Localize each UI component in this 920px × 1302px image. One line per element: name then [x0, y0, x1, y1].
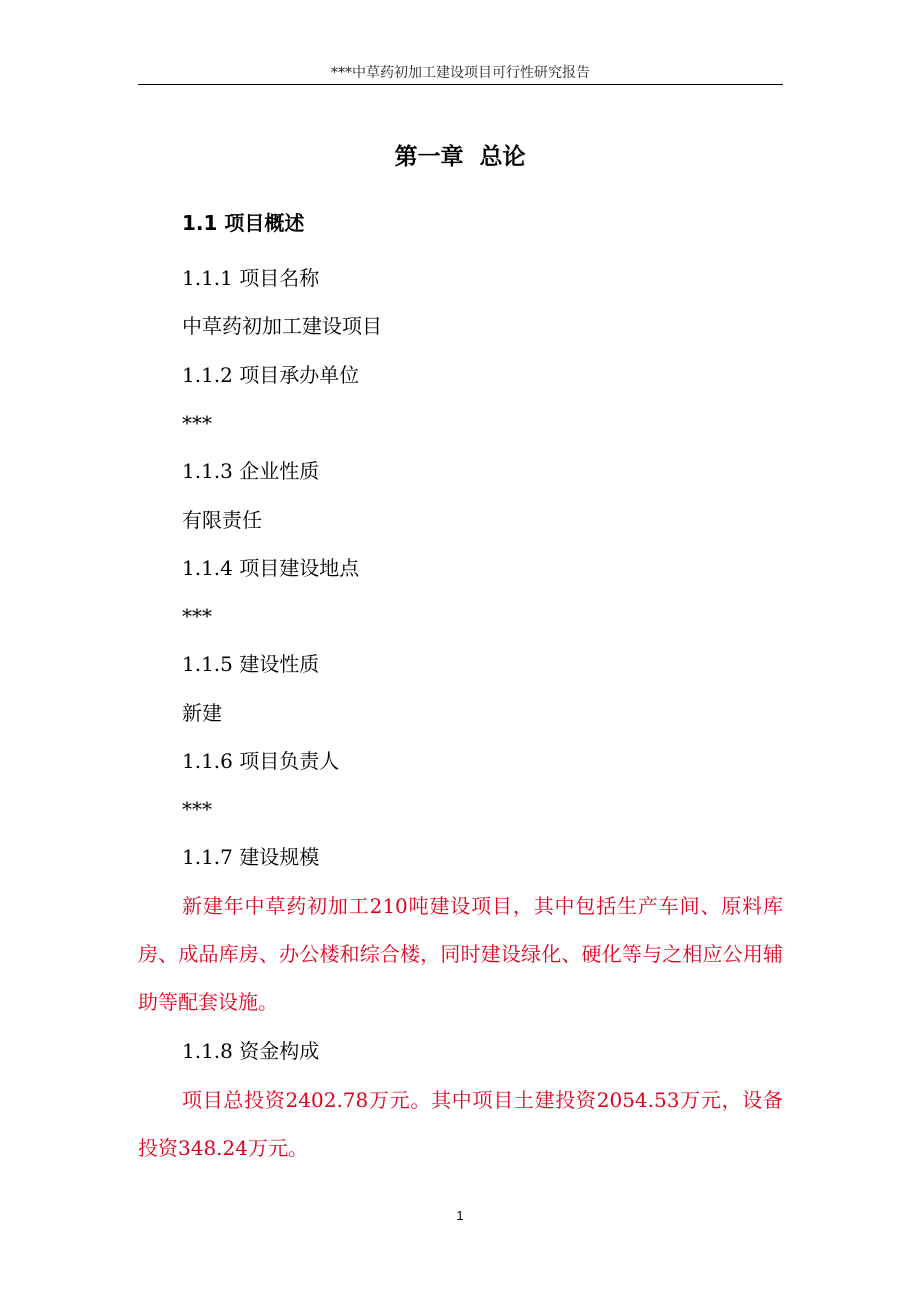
item-value-sponsor: ***	[182, 411, 212, 435]
item-value-funding: 项目总投资2402.78万元。其中项目土建投资2054.53万元，设备投资348.24万元。	[138, 1088, 783, 1160]
item-value-scale: 新建年中草药初加工210吨建设项目，其中包括生产车间、原料库房、成品库房、办公楼和综合楼，同时建设绿化、硬化等与之相应公用辅助等配套设施。	[138, 894, 783, 1014]
chapter-title: 第一章 总论	[394, 144, 526, 170]
item-heading-person-in-charge: 1.1.6 项目负责人	[182, 749, 340, 773]
item-heading-scale: 1.1.7 建设规模	[182, 845, 320, 869]
item-heading-sponsor: 1.1.2 项目承办单位	[182, 363, 360, 387]
item-value-enterprise-type: 有限责任	[182, 508, 262, 532]
item-heading-location: 1.1.4 项目建设地点	[182, 556, 360, 580]
item-value-location: ***	[182, 604, 212, 628]
item-value-project-name: 中草药初加工建设项目	[182, 314, 382, 338]
item-heading-project-name: 1.1.1 项目名称	[182, 266, 320, 290]
page-number: 1	[456, 1208, 464, 1223]
item-heading-enterprise-type: 1.1.3 企业性质	[182, 459, 320, 483]
header-rule	[138, 84, 783, 85]
page-header: ***中草药初加工建设项目可行性研究报告	[331, 65, 590, 81]
item-value-construction-nature: 新建	[182, 701, 222, 725]
item-heading-construction-nature: 1.1.5 建设性质	[182, 652, 320, 676]
item-heading-funding: 1.1.8 资金构成	[182, 1039, 320, 1063]
item-value-person-in-charge: ***	[182, 797, 212, 821]
section-title: 1.1 项目概述	[182, 211, 305, 235]
